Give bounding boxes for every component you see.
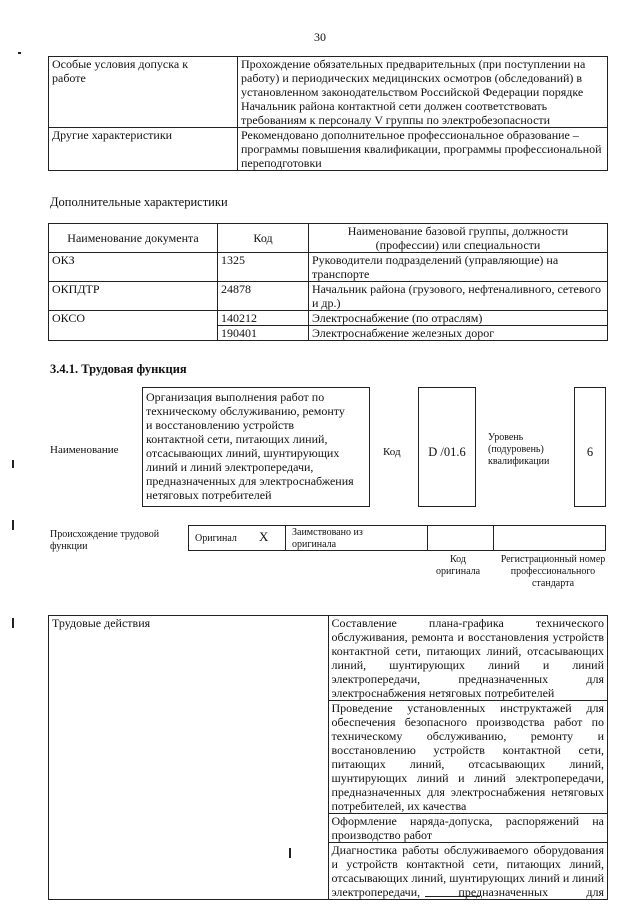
function-code-box (418, 387, 476, 507)
header-doc: Наименование документа (49, 224, 218, 253)
table-row (49, 282, 608, 311)
row-code: 190401 (218, 326, 309, 341)
row-doc: ОКПДТР (49, 282, 218, 311)
original-mark: X (259, 529, 269, 544)
row-doc: ОКСО (49, 311, 218, 341)
row-name: Электроснабжение железных дорог (309, 326, 608, 341)
action-item: Оформление наряда-допуска, распоряжений на производство работ (328, 814, 608, 843)
scan-mark (12, 618, 14, 628)
scan-mark (12, 460, 14, 468)
table-row (49, 57, 608, 128)
row-code: 140212 (218, 311, 309, 326)
row-name: Электроснабжение (по отраслям) (309, 311, 608, 326)
text-line: переподготовки (241, 156, 322, 170)
level-box (574, 387, 606, 507)
table-row (49, 128, 608, 171)
function-title: 3.4.1. Трудовая функция (50, 362, 187, 376)
row-code: 24878 (218, 282, 309, 311)
action-item: Диагностика работы обслуживаемого оборудования и устройств контактной сети, питающих линий, отсасывающих линий, шунтирующих линий и линий электропередачи, предназначенных для (328, 843, 608, 900)
level-value: 6 (586, 445, 594, 459)
function-name-box (142, 387, 370, 507)
code-label: Код (383, 446, 401, 458)
text-line: линий и линий электропередачи, (146, 460, 314, 474)
text-line: требованиям к персоналу V группы по электробезопасности (241, 113, 551, 127)
row-code: 1325 (218, 253, 309, 282)
table-row (49, 311, 608, 326)
code-original-label: Код оригинала (435, 554, 481, 577)
actions-table (48, 615, 608, 900)
text-line: контактной сети, питающих линий, (146, 432, 328, 446)
text-line: отсасывающих линий, шунтирующих (146, 446, 340, 460)
condition-label: Особые условия допуска к работе (49, 57, 238, 128)
action-item: Составление плана-графика технического обслуживания, ремонта и восстановления устройств контактной сети, питающих линий, отсасывающих линий, шунтирующих линий и линий электропередачи, предназначенных для электроснабжения нетяговых потребителей (328, 616, 608, 701)
text-line: квалификации (488, 456, 550, 467)
function-code: D /01.6 (428, 445, 466, 459)
origin-row (188, 525, 606, 551)
divider (427, 526, 428, 550)
text-line: (подуровень) (488, 444, 544, 455)
condition-value (238, 57, 608, 128)
row-name: Руководители подразделений (управляющие) на транспорте (309, 253, 608, 282)
page-number: 30 (314, 30, 326, 44)
divider (493, 526, 494, 550)
text-line: Прохождение обязательных предварительных (при поступлении на (241, 57, 586, 71)
text-line: предназначенных для электроснабжения (146, 474, 354, 488)
text-line: Начальник района контактной сети должен соответствовать (241, 99, 548, 113)
text-line: Уровень (488, 432, 524, 443)
table-row (49, 616, 608, 701)
conditions-table (48, 56, 608, 171)
borrowed-label: Заимствовано из оригинала (292, 527, 363, 550)
header-name: Наименование базовой группы, должности (профессии) или специальности (309, 224, 608, 253)
name-label: Наименование (50, 444, 119, 456)
scan-mark (12, 520, 14, 530)
table-header-row (49, 224, 608, 253)
text-line: и восстановлению устройств (146, 418, 295, 432)
level-label (488, 432, 549, 468)
original-label: Оригинал (195, 533, 237, 544)
text-line: нетяговых потребителей (146, 488, 272, 502)
actions-label: Трудовые действия (49, 616, 329, 900)
text-line: работу) и периодических медицинских осмотров (обследований) в (241, 71, 583, 85)
row-name: Начальник района (грузового, нефтеналивного, сетевого и др.) (309, 282, 608, 311)
divider (285, 526, 286, 550)
section-title: Дополнительные характеристики (50, 195, 228, 209)
origin-label: Происхождение трудовой функции (50, 529, 160, 552)
text-line: Рекомендовано дополнительное профессиональное образование – (241, 128, 579, 142)
condition-label: Другие характеристики (49, 128, 238, 171)
reg-number-label: Регистрационный номер профессионального стандарта (500, 554, 606, 589)
text-line: установленном законодательством Российской Федерации порядке (241, 85, 584, 99)
row-doc: ОКЗ (49, 253, 218, 282)
text-line: Организация выполнения работ по (146, 390, 325, 404)
header-code: Код (218, 224, 309, 253)
condition-value (238, 128, 608, 171)
scan-mark (18, 52, 21, 54)
text-line: программы повышения квалификации, программы профессиональной (241, 142, 602, 156)
text-line: техническому обслуживанию, ремонту (146, 404, 345, 418)
table-row (49, 253, 608, 282)
action-item: Проведение установленных инструктажей для обеспечения безопасного производства работ по техническому обслуживанию, ремонту и восстановлению устройств контактной сети, питающих линий, отсасывающих линий, шунтирующих линий и линий электропередачи, предназначенных для электроснабжения нетяговых потребителей, их качества (328, 701, 608, 814)
classifier-table (48, 223, 608, 341)
